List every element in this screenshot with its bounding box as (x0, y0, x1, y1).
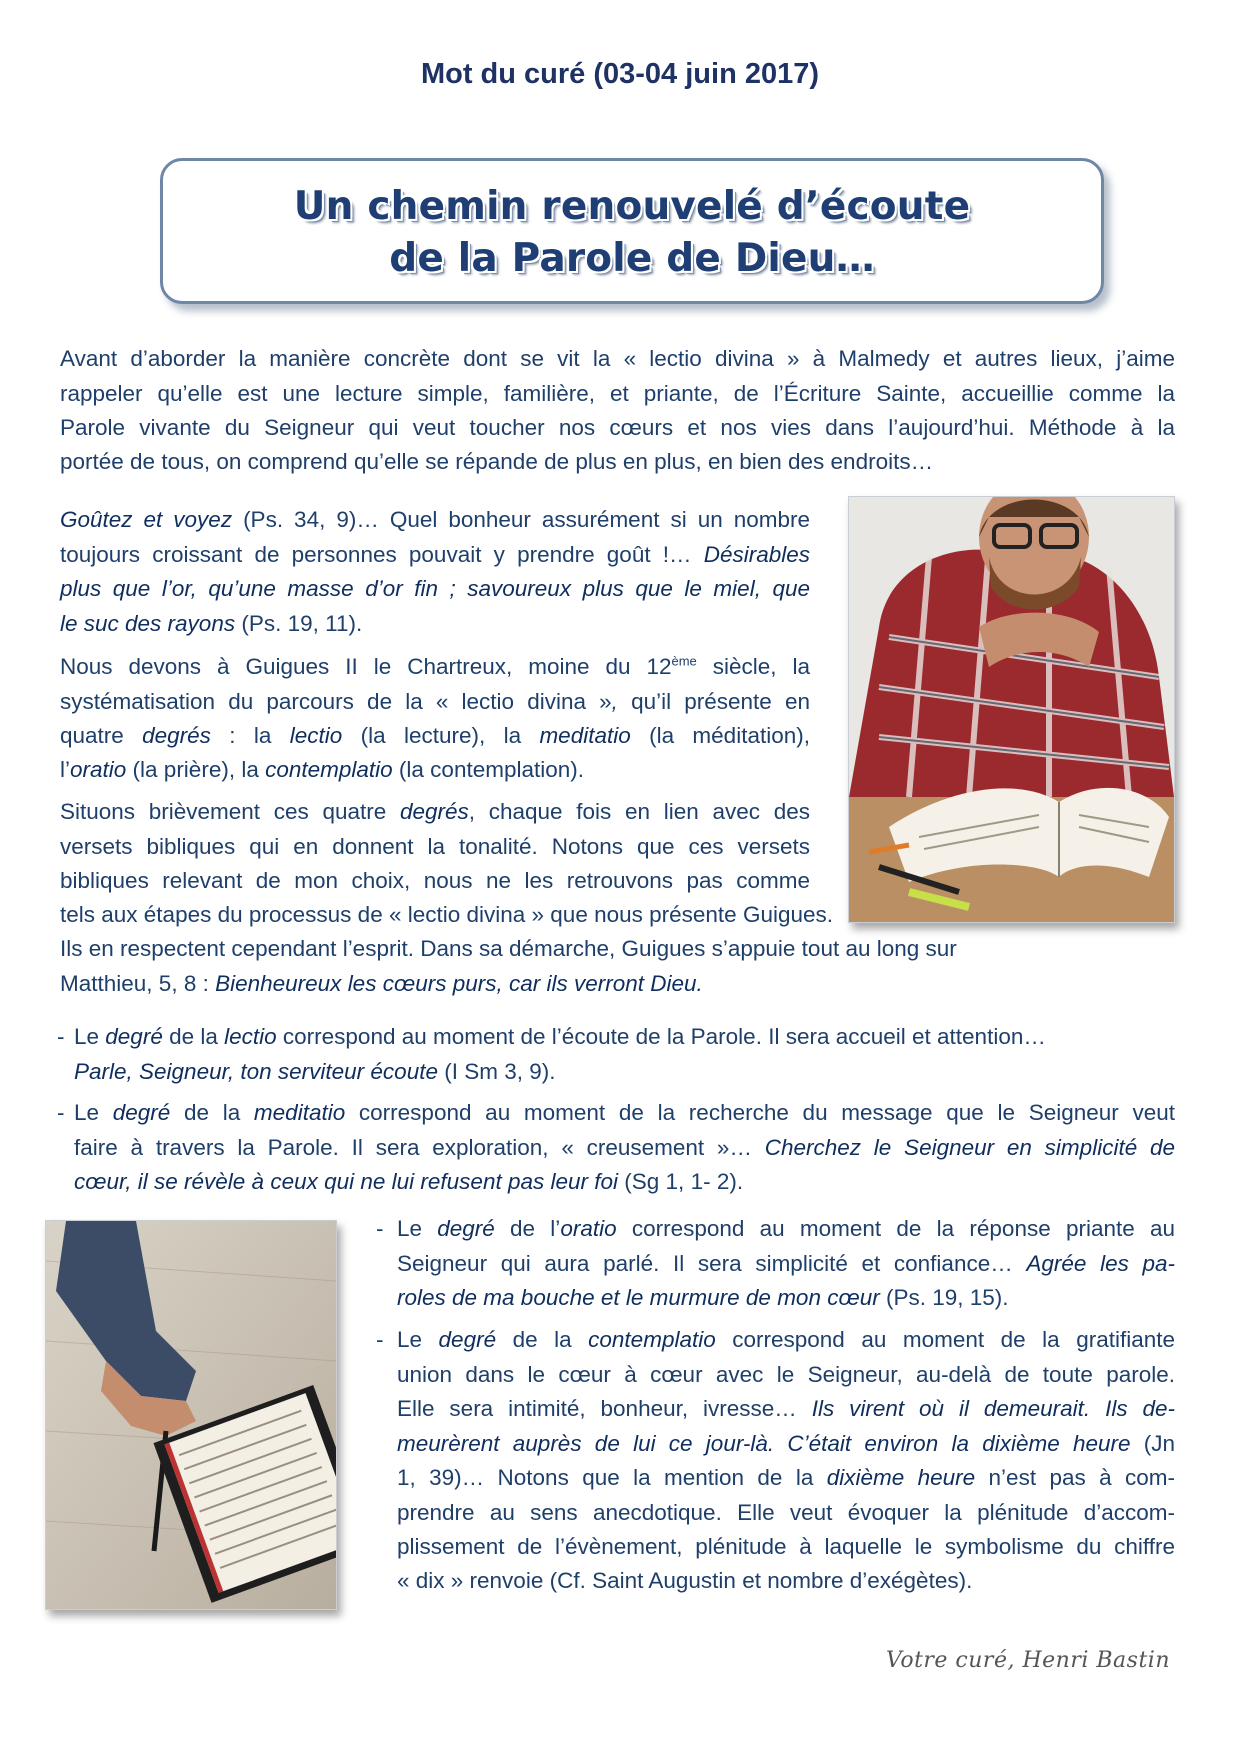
signature: Votre curé, Henri Bastin (885, 1648, 1170, 1673)
text: (I Sm 3, 9). (437, 1058, 556, 1084)
superscript: ème (671, 653, 697, 669)
photo-man-reading (848, 496, 1175, 923)
hand-bible-illustration (46, 1221, 336, 1609)
title-line-2: de la Parole de Dieu… (389, 236, 875, 281)
quote: Parle, Seigneur, ton serviteur écoute (74, 1058, 438, 1084)
photo-hand-bible (45, 1220, 337, 1610)
text-line (60, 607, 810, 642)
text: (Ps. 34, 9)… Quel bonheur assurément si un nombre (232, 507, 811, 532)
bullet-meditatio (74, 1096, 1175, 1165)
text: systématisation du parcours de la « lectio divina » (60, 688, 612, 714)
term: lectio (224, 1024, 277, 1049)
text: (Ps. 19, 15). (879, 1285, 1009, 1310)
bullet-dash: - (376, 1327, 384, 1352)
intro-line: Avant d’aborder la manière concrète dont se vit la « lectio divina » à Malmedy et autres lieux, j’aime (60, 346, 1175, 371)
text: de la (170, 1100, 254, 1125)
text: (la méditation), (630, 723, 810, 748)
text: 1, 39)… Notons que la mention de la (397, 1465, 827, 1490)
paragraph-gouter (60, 503, 810, 607)
text: n’est pas à com- (975, 1465, 1175, 1490)
text-line (60, 650, 810, 685)
text: (Ps. 19, 11). (235, 611, 363, 636)
term: oratio (70, 757, 127, 782)
text: qu’il présente en (617, 688, 810, 714)
term: lectio (289, 723, 343, 748)
paragraph-situons (60, 795, 810, 899)
text: Situons brièvement ces quatre (60, 799, 400, 824)
term: meditatio (253, 1100, 346, 1125)
term: contemplatio (265, 757, 393, 782)
text: Le (74, 1024, 106, 1049)
text-line (397, 1427, 1175, 1462)
title-box (160, 158, 1104, 304)
text-line (397, 1461, 1175, 1496)
text-line: plissement de l’évènement, plénitude à laquelle le symbolisme du chiffre (397, 1534, 1175, 1559)
term: degré (437, 1216, 495, 1241)
text: Seigneur qui aura parlé. Il sera simplicité et confiance… (397, 1250, 1027, 1276)
quote: Agrée les pa- (1026, 1250, 1175, 1276)
term: dixième heure (826, 1465, 976, 1490)
text-line (60, 967, 1175, 1002)
text: Matthieu, 5, 8 : (60, 971, 216, 996)
term: degré (112, 1100, 171, 1125)
text-line (397, 1392, 1175, 1427)
text-line (60, 503, 810, 538)
text-line (60, 572, 810, 607)
quote: le suc des rayons (60, 611, 236, 636)
text: : la (210, 723, 290, 748)
text: faire à travers la Parole. Il sera exploration, « creusement »… (74, 1134, 765, 1160)
title-line-1: Un chemin renouvelé d’écoute (293, 184, 971, 229)
quote: cœur, il se révèle à ceux qui ne lui refusent pas leur foi (74, 1169, 619, 1194)
text: (Sg 1, 1- 2). (618, 1169, 744, 1194)
text: correspond au moment de la réponse priante au (616, 1216, 1176, 1241)
text: de la (496, 1327, 589, 1352)
text-line: prendre au sens anecdotique. Elle veut évoquer la plénitude d’accom- (397, 1499, 1175, 1525)
text-line: « dix » renvoie (Cf. Saint Augustin et nombre d’exégètes). (397, 1568, 973, 1593)
intro-line: rappeler qu’elle est une lecture simple, familière, et priante, de l’Écriture Sainte, accueillie comme la (60, 380, 1175, 406)
text-line (74, 1131, 1175, 1166)
text: (la lecture), la (342, 723, 540, 748)
text-line (60, 719, 810, 754)
quote: Cherchez le Seigneur en simplicité de (764, 1134, 1175, 1160)
bullet-contemplatio (397, 1323, 1175, 1565)
text: Elle sera intimité, bonheur, ivresse… (397, 1396, 812, 1421)
text-line (397, 1281, 1175, 1316)
bullet-dash: - (376, 1216, 384, 1241)
man-reading-illustration (849, 497, 1174, 922)
article-title (163, 181, 1101, 285)
page-heading: Mot du curé (03-04 juin 2017) (420, 58, 820, 90)
bullet-oratio (397, 1212, 1175, 1281)
term: degrés (142, 723, 211, 748)
quote: Goûtez et voyez (60, 507, 233, 532)
text: Le (397, 1216, 438, 1241)
text: Le (397, 1327, 439, 1352)
intro-paragraph (60, 342, 1175, 446)
text: siècle, la (696, 654, 810, 679)
text: , (611, 688, 618, 714)
text-line (397, 1323, 1175, 1358)
quote: Bienheureux les cœurs purs, car ils verront Dieu. (215, 971, 703, 996)
text-line (60, 538, 810, 573)
text-line (74, 1096, 1175, 1131)
term: meditatio (539, 723, 631, 748)
text-line (60, 685, 810, 720)
text: de la (162, 1024, 225, 1049)
text: correspond au moment de la gratifiante (715, 1327, 1175, 1352)
bullet-lectio (74, 1020, 1175, 1089)
quote: plus que l’or, qu’une masse d’or fin ; savoureux plus que le miel, que (60, 576, 810, 601)
text: (la prière), la (126, 757, 266, 782)
term: contemplatio (588, 1327, 716, 1352)
text: (la contemplation). (392, 757, 585, 782)
text-line: tels aux étapes du processus de « lectio divina » que nous présente Guigues. (60, 902, 833, 927)
intro-line: Parole vivante du Seigneur qui veut toucher nos cœurs et nos vies dans l’aujourd’hui. Méthode à la (60, 415, 1175, 440)
term: oratio (560, 1216, 617, 1241)
term: degré (438, 1327, 497, 1352)
text-line (60, 753, 810, 788)
text-line (74, 1020, 1175, 1055)
text-line: union dans le cœur à cœur avec le Seigneur, au-delà de toute parole. (397, 1361, 1175, 1387)
text: correspond au moment de la recherche du message que le Seigneur veut (345, 1100, 1176, 1125)
text: , chaque fois en lien avec des (468, 799, 810, 824)
quote: Ils virent où il demeurait. Ils de- (811, 1396, 1176, 1421)
text: (Jn (1130, 1430, 1175, 1456)
intro-last-line: portée de tous, on comprend qu’elle se répande de plus en plus, en bien des endroits… (60, 449, 934, 474)
text-line (397, 1212, 1175, 1247)
text-line (397, 1247, 1175, 1282)
text-line: bibliques relevant de mon choix, nous ne les retrouvons pas comme (60, 868, 810, 893)
quote: meurèrent auprès de lui ce jour-là. C’était environ la dixième heure (397, 1430, 1131, 1456)
term: degrés (400, 799, 469, 824)
text-line: Ils en respectent cependant l’esprit. Dans sa démarche, Guigues s’appuie tout au long sur (60, 936, 957, 961)
text: Le (74, 1100, 113, 1125)
quote: Désirables (703, 541, 810, 567)
bullet-dash: - (57, 1024, 65, 1049)
paragraph-guigues (60, 650, 810, 754)
text: Nous devons à Guigues II le Chartreux, moine du 12 (60, 654, 672, 679)
text: quatre (60, 723, 143, 748)
term: degré (105, 1024, 163, 1049)
text-line (74, 1055, 1175, 1090)
text: l’ (60, 757, 70, 782)
text-line: versets bibliques qui en donnent la tonalité. Notons que ces versets (60, 833, 810, 859)
text-line (60, 795, 810, 830)
text: correspond au moment de l’écoute de la Parole. Il sera accueil et attention… (276, 1024, 1046, 1049)
text-line (74, 1165, 1175, 1200)
text: toujours croissant de personnes pouvait y prendre goût !… (60, 541, 704, 567)
quote: roles de ma bouche et le murmure de mon cœur (397, 1285, 880, 1310)
bullet-dash: - (57, 1100, 65, 1125)
text: de l’ (494, 1216, 561, 1241)
